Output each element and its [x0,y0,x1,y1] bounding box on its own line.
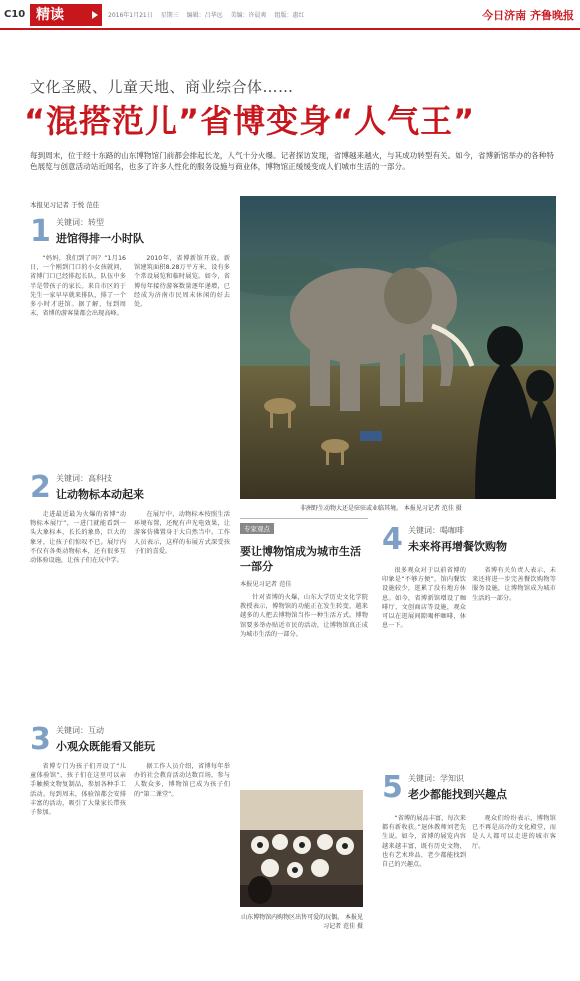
section-number: 1 [30,214,51,249]
paragraph: 在展厅中，动物标本按照生活环境布置，还配有声光电效果，让游客仿佛置身于大自然当中。工作人员表示，这样的布展方式深受孩子们的喜爱。 [134,511,230,555]
small-photo-caption: 山东博物馆内购物区出售可爱的玩偶。 本报见习记者 范佳 摄 [241,914,363,930]
paragraph: 省博专门为孩子们开设了“儿童体验馆”，孩子们在这里可以亲手触摸文物复制品，参加各种手工活动。每到周末，体验馆都会安排丰富的活动，吸引了大量家长带孩子参加。 [30,763,126,817]
section-title: 未来将再增餐饮购物 [408,540,507,553]
section-keyword: 关键词：学知识 [408,774,464,783]
gift-shop-illustration [240,790,363,907]
article-column [30,254,126,464]
section-keyword: 关键词：互动 [56,726,104,735]
elephant-exhibit-illustration [240,196,556,499]
paragraph: 针对省博的火爆，山东大学历史文化学院教授表示，博物馆的功能正在发生转变，越来越多的人把去博物馆当作一种生活方式。博物馆要多举办贴近市民的活动，让博物馆真正成为城市生活的一部分。 [240,594,368,638]
section-title: 进馆得排一小时队 [56,232,144,245]
paragraph: 据工作人员介绍，省博每年举办的社会教育活动达数百场，参与人数众多，博物馆已成为孩子们的“第二课堂”。 [134,763,230,798]
paragraph: 观众们纷纷表示，博物馆已不再是高冷的文化殿堂，而是人人都可以走进的城市客厅。 [472,815,556,850]
issue-weekday: 星期三 [160,12,179,19]
paragraph: 很多观众对于以前省博的印象是“不够方便”，馆内餐饮设施较少，逛累了没有地方休息。如今，省博新馆增设了咖啡厅、文创商店等设施，观众可以在逛展间隙喝杯咖啡，休息一下。 [382,567,466,630]
opinion-byline: 本报见习记者 范佳 [240,581,292,588]
section-title: 老少都能找到兴趣点 [408,788,507,801]
main-photo-caption: 非洲野生动物大还是驻驻或业临其境。 本报见习记者 范佳 摄 [300,505,462,512]
section-title: 让动物标本动起来 [56,488,144,501]
opinion-body [240,593,368,781]
section-keyword: 关键词：高科技 [56,474,112,483]
arrow-icon [92,11,98,19]
article-column [134,762,230,972]
section-heading-3 [30,724,220,758]
elephant-exhibit-photo [240,196,556,499]
paragraph: “省博的展品丰富，每次来都有新收获。”退休教师刘老先生说。如今，省博的展览内容越来越丰富，既有历史文物，也有艺术珍品，老少都能找到自己的兴趣点。 [382,815,466,869]
paragraph: “妈妈，我们到了吗？”1月16日，一个刚到门口的小女孩就问，省博门口已经排起长队，队伍中多半是带孩子的家长。来自市区的于先生一家早早就来排队，排了一个多小时才进馆。据了解，每到周末，省博的游客量都会出现高峰。 [30,255,126,318]
section-number: 4 [382,522,403,557]
article-column [134,254,230,464]
article-byline: 本报见习记者 于悦 范佳 [30,201,100,209]
issue-meta [108,10,310,19]
paragraph: 省博有关负责人表示，未来还将进一步完善餐饮购物等服务设施，让博物馆成为城市生活的一部分。 [472,567,556,602]
article-column [382,566,466,766]
section-heading-5 [382,772,572,806]
issue-designer: 美编：许晨爽 [230,12,267,19]
issue-proof: 组版：惠红 [274,12,305,19]
lead-paragraph: 每到周末，位于经十东路的山东博物馆门前都会排起长龙，人气十分火爆。记者探访发现，省博越来越火，与其成功转型有关。如今，省博新馆举办的各种特色展览与创意活动站近闻名，也多了许多人性化的服务设施与商业体，博物馆正缓缓变成人们城市生活的一部分。 [30,151,554,171]
issue-date: 2016年1月21日 [108,12,153,19]
section-keyword: 关键词：喝咖啡 [408,526,464,535]
paragraph: 2010年，省博新馆开放，新馆建筑面积8.28万平方米，设有多个常设展览和临时展览。如今，省博每年接待游客数量逐年递增，已经成为济南市民周末休闲的好去处。 [134,255,230,309]
page-number: C10 [4,9,26,20]
opinion-tag: 专家观点 [240,523,274,534]
newspaper-brand: 今日济南 齐鲁晚报 [482,9,574,22]
article-column [134,510,230,710]
issue-editor: 编辑：吕华远 [186,12,223,19]
section-number: 5 [382,770,403,805]
page-header [0,0,580,30]
opinion-title: 要让博物馆成为城市生活一部分 [240,545,361,573]
section-heading-1 [30,216,220,250]
section-title: 小观众既能看又能玩 [56,740,155,753]
section-label: 精读 [36,7,64,23]
headline: “混搭范儿”省博变身“人气王” [24,102,476,140]
section-number: 3 [30,722,51,757]
section-heading-4 [382,524,572,558]
section-number: 2 [30,470,51,505]
article-column [472,566,556,766]
article-column [30,762,126,972]
article-column [30,510,126,710]
article-column [382,814,466,974]
article-column [472,814,556,974]
headline-kicker: 文化圣殿、儿童天地、商业综合体…… [30,78,294,96]
gift-shop-photo [240,790,363,907]
section-heading-2 [30,472,220,506]
section-keyword: 关键词：转型 [56,218,104,227]
section-tag [30,4,102,26]
paragraph: 走进最近最为火爆的省博“动物标本展厅”，一进门就能看到一头大象标本，长长的象鼻，巨大的象牙，让孩子们惊叹不已。展厅内不仅有各类动物标本，还有很多互动体验设施，让孩子们在玩中学。 [30,511,126,565]
expert-opinion-box [240,518,368,780]
